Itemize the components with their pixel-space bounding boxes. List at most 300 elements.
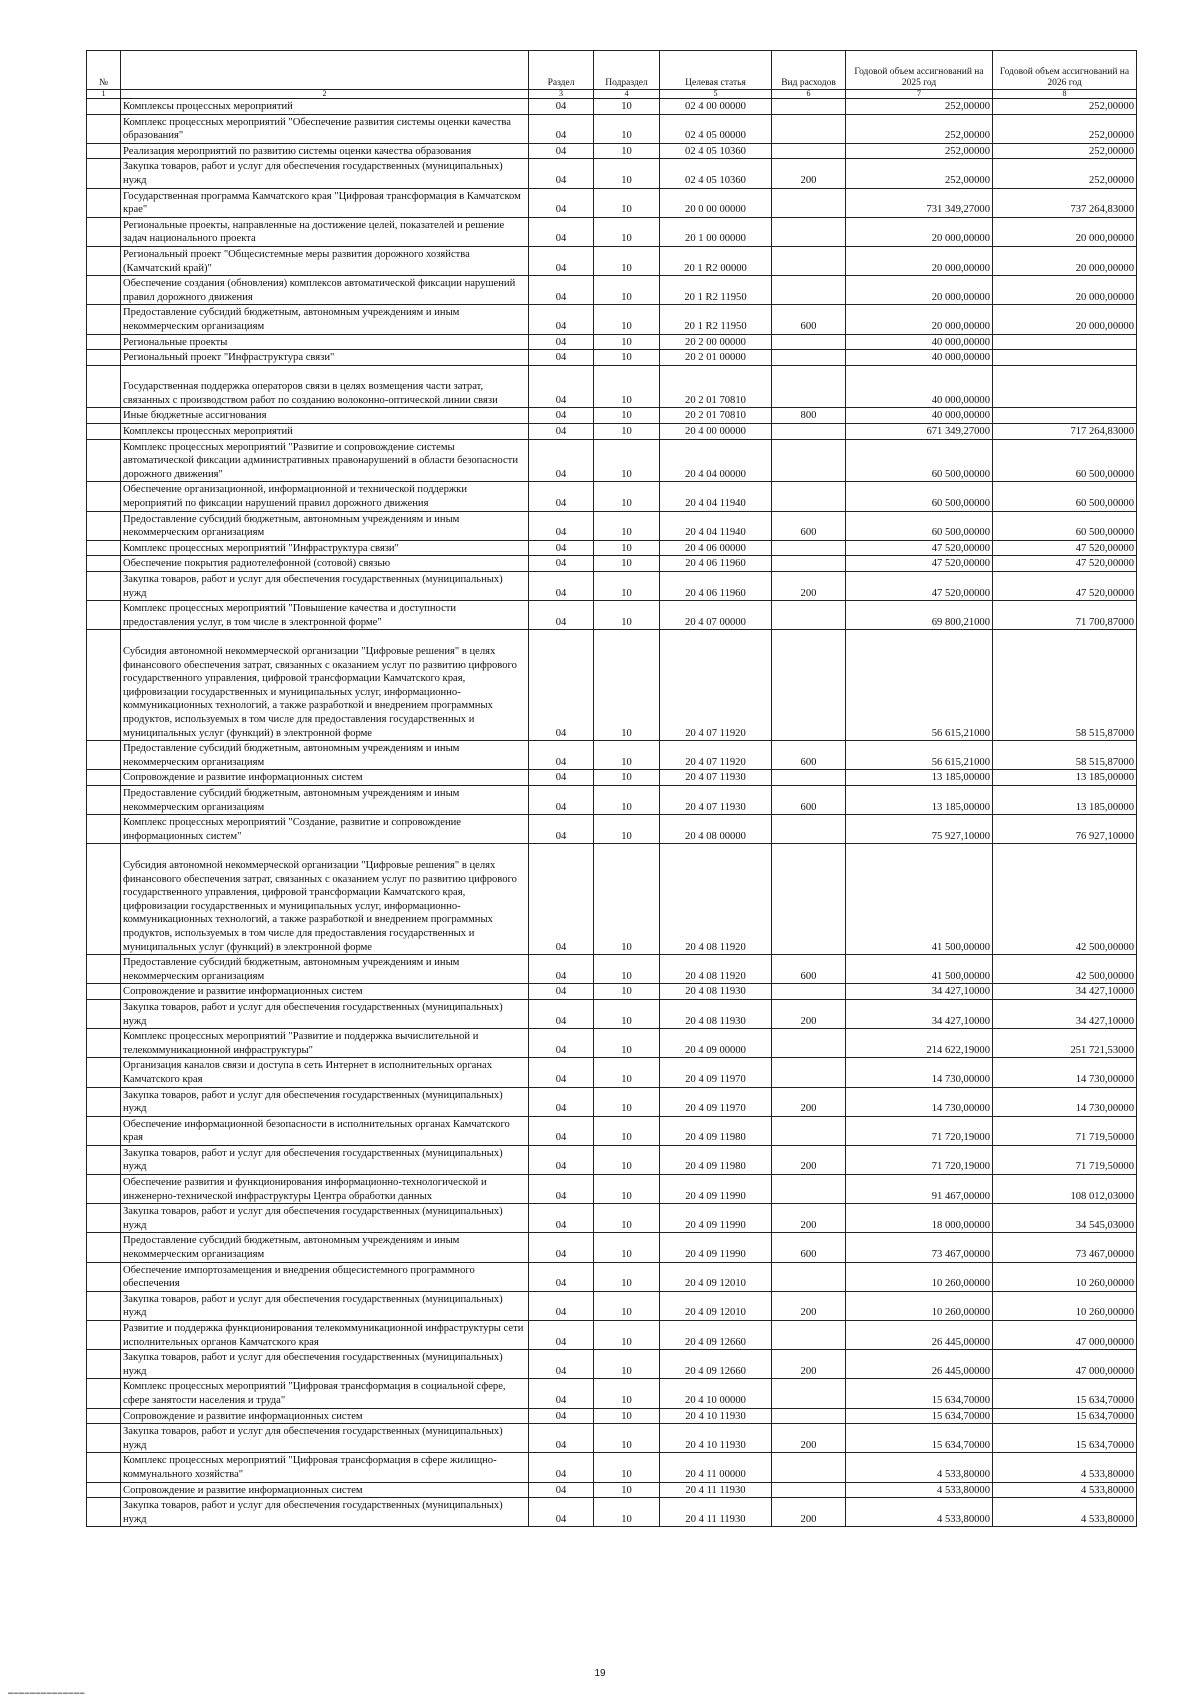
- row-celevaya-statya-cell: 02 4 05 10360: [660, 159, 772, 188]
- row-name-cell: Закупка товаров, работ и услуг для обеспечения государственных (муниципальных) нужд: [121, 1291, 529, 1320]
- row-index-cell: [87, 984, 121, 1000]
- row-amount-2026-cell: 42 500,00000: [993, 844, 1137, 955]
- table-row: [87, 1498, 1137, 1527]
- row-vid-rashodov-cell: 200: [772, 1087, 846, 1116]
- row-podrazdel-cell: 10: [594, 540, 660, 556]
- row-name-cell: Сопровождение и развитие информационных систем: [121, 1482, 529, 1498]
- row-index-cell: [87, 1087, 121, 1116]
- row-name-cell: Региональные проекты, направленные на достижение целей, показателей и решение задач национального проекта: [121, 217, 529, 246]
- row-celevaya-statya-cell: 20 4 08 11920: [660, 955, 772, 984]
- table-row: [87, 770, 1137, 786]
- row-celevaya-statya-cell: 20 4 08 11930: [660, 984, 772, 1000]
- row-amount-2025-cell: 41 500,00000: [846, 844, 993, 955]
- row-amount-2025-cell: 34 427,10000: [846, 999, 993, 1028]
- row-celevaya-statya-cell: 20 4 04 11940: [660, 482, 772, 511]
- row-amount-2026-cell: 13 185,00000: [993, 770, 1137, 786]
- row-amount-2026-cell: 71 700,87000: [993, 601, 1137, 630]
- row-vid-rashodov-cell: [772, 1321, 846, 1350]
- row-celevaya-statya-cell: 20 4 09 11980: [660, 1116, 772, 1145]
- row-razdel-cell: 04: [529, 1029, 594, 1058]
- row-amount-2025-cell: 10 260,00000: [846, 1262, 993, 1291]
- row-podrazdel-cell: 10: [594, 246, 660, 275]
- table-row: [87, 984, 1137, 1000]
- row-podrazdel-cell: 10: [594, 1145, 660, 1174]
- row-name-cell: Региональный проект "Инфраструктура связи": [121, 350, 529, 366]
- row-amount-2026-cell: 58 515,87000: [993, 741, 1137, 770]
- row-celevaya-statya-cell: 20 4 07 11920: [660, 630, 772, 741]
- row-podrazdel-cell: 10: [594, 1498, 660, 1527]
- row-index-cell: [87, 365, 121, 408]
- row-amount-2025-cell: 20 000,00000: [846, 217, 993, 246]
- row-name-cell: Закупка товаров, работ и услуг для обеспечения государственных (муниципальных) нужд: [121, 1350, 529, 1379]
- row-vid-rashodov-cell: [772, 350, 846, 366]
- header-year-2026: Годовой объем ассигнований на 2026 год: [993, 51, 1137, 90]
- row-podrazdel-cell: 10: [594, 1116, 660, 1145]
- row-amount-2026-cell: 76 927,10000: [993, 815, 1137, 844]
- row-index-cell: [87, 630, 121, 741]
- row-amount-2026-cell: [993, 334, 1137, 350]
- row-name-cell: Закупка товаров, работ и услуг для обеспечения государственных (муниципальных) нужд: [121, 1204, 529, 1233]
- row-celevaya-statya-cell: 20 4 08 11930: [660, 999, 772, 1028]
- row-celevaya-statya-cell: 20 0 00 00000: [660, 188, 772, 217]
- row-razdel-cell: 04: [529, 217, 594, 246]
- row-razdel-cell: 04: [529, 1058, 594, 1087]
- budget-sheet: [86, 50, 1136, 1527]
- row-name-cell: Развитие и поддержка функционирования телекоммуникационной инфраструктуры сети исполнительных органов Камчатского края: [121, 1321, 529, 1350]
- row-amount-2025-cell: 26 445,00000: [846, 1350, 993, 1379]
- row-razdel-cell: 04: [529, 999, 594, 1028]
- row-vid-rashodov-cell: 200: [772, 1424, 846, 1453]
- row-name-cell: Комплекс процессных мероприятий "Цифровая трансформация в социальной сфере, сфере занятости населения и труда": [121, 1379, 529, 1408]
- row-celevaya-statya-cell: 20 4 04 00000: [660, 439, 772, 482]
- row-razdel-cell: 04: [529, 1262, 594, 1291]
- row-index-cell: [87, 1424, 121, 1453]
- row-podrazdel-cell: 10: [594, 785, 660, 814]
- row-amount-2026-cell: 60 500,00000: [993, 511, 1137, 540]
- row-podrazdel-cell: 10: [594, 439, 660, 482]
- row-amount-2026-cell: 251 721,53000: [993, 1029, 1137, 1058]
- row-podrazdel-cell: 10: [594, 334, 660, 350]
- row-index-cell: [87, 1116, 121, 1145]
- row-celevaya-statya-cell: 20 4 07 11920: [660, 741, 772, 770]
- row-index-cell: [87, 350, 121, 366]
- row-name-cell: Субсидия автономной некоммерческой организации "Цифровые решения" в целях финансового обеспечения затрат, связанных с оказанием услуг по развитию цифрового государственного управления, цифровой трансформации Камчатского края, цифровизации государственных и муниципальных услуг, информационно-коммуникационных технологий, а также разработкой и внедрением программных продуктов, используемых в том числе для предоставления государственных и муниципальных услуг (функций) в электронной форме: [121, 844, 529, 955]
- row-amount-2025-cell: 252,00000: [846, 99, 993, 115]
- row-celevaya-statya-cell: 20 4 09 11990: [660, 1175, 772, 1204]
- row-podrazdel-cell: 10: [594, 99, 660, 115]
- row-celevaya-statya-cell: 20 4 09 00000: [660, 1029, 772, 1058]
- table-row: [87, 601, 1137, 630]
- row-index-cell: [87, 217, 121, 246]
- table-row: [87, 741, 1137, 770]
- row-amount-2026-cell: 4 533,80000: [993, 1453, 1137, 1482]
- row-vid-rashodov-cell: [772, 217, 846, 246]
- row-amount-2026-cell: 20 000,00000: [993, 276, 1137, 305]
- row-amount-2025-cell: 71 720,19000: [846, 1116, 993, 1145]
- row-vid-rashodov-cell: [772, 246, 846, 275]
- row-index-cell: [87, 556, 121, 572]
- row-amount-2025-cell: 10 260,00000: [846, 1291, 993, 1320]
- row-amount-2026-cell: 737 264,83000: [993, 188, 1137, 217]
- row-razdel-cell: 04: [529, 1175, 594, 1204]
- row-vid-rashodov-cell: 200: [772, 159, 846, 188]
- row-index-cell: [87, 188, 121, 217]
- row-amount-2025-cell: 252,00000: [846, 159, 993, 188]
- row-podrazdel-cell: 10: [594, 1029, 660, 1058]
- row-name-cell: Комплекс процессных мероприятий "Развитие и поддержка вычислительной и телекоммуникационной инфраструктуры": [121, 1029, 529, 1058]
- row-celevaya-statya-cell: 20 4 06 11960: [660, 556, 772, 572]
- table-row: [87, 1145, 1137, 1174]
- row-celevaya-statya-cell: 20 1 00 00000: [660, 217, 772, 246]
- row-razdel-cell: 04: [529, 785, 594, 814]
- row-vid-rashodov-cell: 200: [772, 999, 846, 1028]
- row-amount-2026-cell: 15 634,70000: [993, 1424, 1137, 1453]
- row-name-cell: Закупка товаров, работ и услуг для обеспечения государственных (муниципальных) нужд: [121, 999, 529, 1028]
- row-podrazdel-cell: 10: [594, 1058, 660, 1087]
- row-name-cell: Обеспечение информационной безопасности в исполнительных органах Камчатского края: [121, 1116, 529, 1145]
- budget-table: [86, 50, 1137, 1527]
- row-celevaya-statya-cell: 20 4 10 00000: [660, 1379, 772, 1408]
- row-amount-2025-cell: 671 349,27000: [846, 424, 993, 440]
- row-podrazdel-cell: 10: [594, 350, 660, 366]
- row-amount-2026-cell: 10 260,00000: [993, 1291, 1137, 1320]
- row-amount-2026-cell: [993, 365, 1137, 408]
- row-vid-rashodov-cell: [772, 1058, 846, 1087]
- row-amount-2025-cell: 4 533,80000: [846, 1482, 993, 1498]
- row-amount-2025-cell: 214 622,19000: [846, 1029, 993, 1058]
- row-amount-2026-cell: 252,00000: [993, 114, 1137, 143]
- row-name-cell: Предоставление субсидий бюджетным, автономным учреждениям и иным некоммерческим организациям: [121, 785, 529, 814]
- row-index-cell: [87, 143, 121, 159]
- row-name-cell: Комплексы процессных мероприятий: [121, 99, 529, 115]
- row-amount-2025-cell: 40 000,00000: [846, 408, 993, 424]
- row-name-cell: Сопровождение и развитие информационных систем: [121, 770, 529, 786]
- row-name-cell: Комплекс процессных мероприятий "Развитие и сопровождение системы автоматической фиксации административных правонарушений в области безопасности дорожного движения": [121, 439, 529, 482]
- row-vid-rashodov-cell: [772, 114, 846, 143]
- row-name-cell: Обеспечение создания (обновления) комплексов автоматической фиксации нарушений правил дорожного движения: [121, 276, 529, 305]
- row-index-cell: [87, 408, 121, 424]
- row-razdel-cell: 04: [529, 984, 594, 1000]
- row-podrazdel-cell: 10: [594, 114, 660, 143]
- row-index-cell: [87, 815, 121, 844]
- row-name-cell: Региональный проект "Общесистемные меры развития дорожного хозяйства (Камчатский край)": [121, 246, 529, 275]
- row-index-cell: [87, 1204, 121, 1233]
- table-row: [87, 217, 1137, 246]
- row-podrazdel-cell: 10: [594, 770, 660, 786]
- row-razdel-cell: 04: [529, 99, 594, 115]
- header-year-2025: Годовой объем ассигнований на 2025 год: [846, 51, 993, 90]
- row-amount-2026-cell: 252,00000: [993, 159, 1137, 188]
- row-celevaya-statya-cell: 02 4 05 00000: [660, 114, 772, 143]
- table-row: [87, 246, 1137, 275]
- row-index-cell: [87, 770, 121, 786]
- row-podrazdel-cell: 10: [594, 556, 660, 572]
- row-vid-rashodov-cell: 600: [772, 785, 846, 814]
- row-amount-2026-cell: 13 185,00000: [993, 785, 1137, 814]
- row-amount-2025-cell: 56 615,21000: [846, 741, 993, 770]
- row-vid-rashodov-cell: [772, 365, 846, 408]
- row-amount-2026-cell: 252,00000: [993, 143, 1137, 159]
- row-razdel-cell: 04: [529, 540, 594, 556]
- row-razdel-cell: 04: [529, 159, 594, 188]
- row-amount-2026-cell: 15 634,70000: [993, 1408, 1137, 1424]
- row-podrazdel-cell: 10: [594, 1453, 660, 1482]
- row-vid-rashodov-cell: 200: [772, 1145, 846, 1174]
- table-row: [87, 815, 1137, 844]
- table-row: [87, 785, 1137, 814]
- row-amount-2025-cell: 26 445,00000: [846, 1321, 993, 1350]
- row-index-cell: [87, 844, 121, 955]
- row-amount-2026-cell: 34 427,10000: [993, 999, 1137, 1028]
- row-amount-2026-cell: 4 533,80000: [993, 1498, 1137, 1527]
- row-podrazdel-cell: 10: [594, 1408, 660, 1424]
- row-amount-2025-cell: 47 520,00000: [846, 556, 993, 572]
- table-row: [87, 1262, 1137, 1291]
- row-celevaya-statya-cell: 20 4 09 12660: [660, 1321, 772, 1350]
- row-podrazdel-cell: 10: [594, 741, 660, 770]
- table-row: [87, 1482, 1137, 1498]
- row-index-cell: [87, 1498, 121, 1527]
- row-index-cell: [87, 1379, 121, 1408]
- row-podrazdel-cell: 10: [594, 424, 660, 440]
- row-vid-rashodov-cell: [772, 1379, 846, 1408]
- row-podrazdel-cell: 10: [594, 1379, 660, 1408]
- row-amount-2025-cell: 47 520,00000: [846, 540, 993, 556]
- row-celevaya-statya-cell: 20 1 R2 00000: [660, 246, 772, 275]
- row-amount-2026-cell: 47 520,00000: [993, 556, 1137, 572]
- row-amount-2026-cell: 47 520,00000: [993, 540, 1137, 556]
- row-amount-2025-cell: 20 000,00000: [846, 246, 993, 275]
- row-amount-2025-cell: 15 634,70000: [846, 1408, 993, 1424]
- row-vid-rashodov-cell: 800: [772, 408, 846, 424]
- row-amount-2025-cell: 20 000,00000: [846, 276, 993, 305]
- row-podrazdel-cell: 10: [594, 365, 660, 408]
- table-row: [87, 1116, 1137, 1145]
- row-amount-2026-cell: 42 500,00000: [993, 955, 1137, 984]
- row-name-cell: Предоставление субсидий бюджетным, автономным учреждениям и иным некоммерческим организациям: [121, 955, 529, 984]
- col-number-6: 6: [772, 90, 846, 99]
- row-razdel-cell: 04: [529, 955, 594, 984]
- row-podrazdel-cell: 10: [594, 1291, 660, 1320]
- row-celevaya-statya-cell: 20 4 11 00000: [660, 1453, 772, 1482]
- row-razdel-cell: 04: [529, 741, 594, 770]
- row-index-cell: [87, 1350, 121, 1379]
- table-body: [87, 99, 1137, 1527]
- row-vid-rashodov-cell: [772, 1029, 846, 1058]
- row-podrazdel-cell: 10: [594, 1424, 660, 1453]
- col-number-8: 8: [993, 90, 1137, 99]
- row-celevaya-statya-cell: 20 4 09 11990: [660, 1233, 772, 1262]
- row-celevaya-statya-cell: 20 4 09 12010: [660, 1291, 772, 1320]
- row-amount-2026-cell: 20 000,00000: [993, 246, 1137, 275]
- row-amount-2025-cell: 252,00000: [846, 143, 993, 159]
- row-vid-rashodov-cell: [772, 334, 846, 350]
- table-row: [87, 999, 1137, 1028]
- row-podrazdel-cell: 10: [594, 305, 660, 334]
- row-name-cell: Предоставление субсидий бюджетным, автономным учреждениям и иным некоммерческим организациям: [121, 511, 529, 540]
- table-row: [87, 1424, 1137, 1453]
- row-vid-rashodov-cell: [772, 601, 846, 630]
- row-name-cell: Закупка товаров, работ и услуг для обеспечения государственных (муниципальных) нужд: [121, 572, 529, 601]
- row-amount-2026-cell: 47 520,00000: [993, 572, 1137, 601]
- row-razdel-cell: 04: [529, 556, 594, 572]
- row-podrazdel-cell: 10: [594, 143, 660, 159]
- row-amount-2026-cell: 47 000,00000: [993, 1321, 1137, 1350]
- row-razdel-cell: 04: [529, 114, 594, 143]
- row-razdel-cell: 04: [529, 844, 594, 955]
- header-razdel: Раздел: [529, 51, 594, 90]
- row-name-cell: Комплекс процессных мероприятий "Инфраструктура связи": [121, 540, 529, 556]
- row-index-cell: [87, 99, 121, 115]
- row-amount-2025-cell: 252,00000: [846, 114, 993, 143]
- row-vid-rashodov-cell: [772, 540, 846, 556]
- row-podrazdel-cell: 10: [594, 1233, 660, 1262]
- row-amount-2025-cell: 40 000,00000: [846, 365, 993, 408]
- row-name-cell: Закупка товаров, работ и услуг для обеспечения государственных (муниципальных) нужд: [121, 1145, 529, 1174]
- row-index-cell: [87, 1145, 121, 1174]
- row-name-cell: Комплекс процессных мероприятий "Повышение качества и доступности предоставления услуг, в том числе в электронной форме": [121, 601, 529, 630]
- row-index-cell: [87, 1482, 121, 1498]
- row-index-cell: [87, 741, 121, 770]
- row-amount-2025-cell: 41 500,00000: [846, 955, 993, 984]
- row-razdel-cell: 04: [529, 1291, 594, 1320]
- row-vid-rashodov-cell: 200: [772, 1291, 846, 1320]
- row-celevaya-statya-cell: 20 4 07 11930: [660, 785, 772, 814]
- row-amount-2025-cell: 71 720,19000: [846, 1145, 993, 1174]
- table-row: [87, 159, 1137, 188]
- row-vid-rashodov-cell: 600: [772, 511, 846, 540]
- row-index-cell: [87, 482, 121, 511]
- row-amount-2025-cell: 47 520,00000: [846, 572, 993, 601]
- table-row: [87, 556, 1137, 572]
- row-vid-rashodov-cell: 200: [772, 1204, 846, 1233]
- row-index-cell: [87, 785, 121, 814]
- row-amount-2025-cell: 14 730,00000: [846, 1058, 993, 1087]
- row-razdel-cell: 04: [529, 365, 594, 408]
- row-razdel-cell: 04: [529, 1453, 594, 1482]
- row-celevaya-statya-cell: 20 4 09 12660: [660, 1350, 772, 1379]
- table-row: [87, 114, 1137, 143]
- row-amount-2026-cell: 14 730,00000: [993, 1087, 1137, 1116]
- table-row: [87, 1175, 1137, 1204]
- row-razdel-cell: 04: [529, 424, 594, 440]
- table-row: [87, 350, 1137, 366]
- row-vid-rashodov-cell: 200: [772, 572, 846, 601]
- row-amount-2026-cell: 34 427,10000: [993, 984, 1137, 1000]
- row-razdel-cell: 04: [529, 1424, 594, 1453]
- row-celevaya-statya-cell: 20 4 10 11930: [660, 1424, 772, 1453]
- row-celevaya-statya-cell: 20 4 10 11930: [660, 1408, 772, 1424]
- row-index-cell: [87, 955, 121, 984]
- row-name-cell: Комплекс процессных мероприятий "Создание, развитие и сопровождение информационных систем": [121, 815, 529, 844]
- row-index-cell: [87, 246, 121, 275]
- row-amount-2026-cell: [993, 350, 1137, 366]
- row-celevaya-statya-cell: 20 4 09 12010: [660, 1262, 772, 1291]
- row-podrazdel-cell: 10: [594, 1204, 660, 1233]
- row-celevaya-statya-cell: 20 2 00 00000: [660, 334, 772, 350]
- row-celevaya-statya-cell: 20 4 08 11920: [660, 844, 772, 955]
- row-amount-2025-cell: 60 500,00000: [846, 439, 993, 482]
- row-razdel-cell: 04: [529, 1350, 594, 1379]
- row-razdel-cell: 04: [529, 1204, 594, 1233]
- row-index-cell: [87, 1058, 121, 1087]
- row-celevaya-statya-cell: 20 4 09 11990: [660, 1204, 772, 1233]
- row-amount-2025-cell: 15 634,70000: [846, 1379, 993, 1408]
- column-number-row: [87, 90, 1137, 99]
- row-celevaya-statya-cell: 20 4 09 11970: [660, 1058, 772, 1087]
- table-row: [87, 1321, 1137, 1350]
- row-index-cell: [87, 1175, 121, 1204]
- row-amount-2026-cell: 73 467,00000: [993, 1233, 1137, 1262]
- row-amount-2025-cell: 20 000,00000: [846, 305, 993, 334]
- row-amount-2025-cell: 75 927,10000: [846, 815, 993, 844]
- row-podrazdel-cell: 10: [594, 1350, 660, 1379]
- row-index-cell: [87, 601, 121, 630]
- row-index-cell: [87, 540, 121, 556]
- row-name-cell: Государственная поддержка операторов связи в целях возмещения части затрат, связанных с производством работ по созданию волоконно-оптической линии связи: [121, 365, 529, 408]
- header-name: [121, 51, 529, 90]
- row-vid-rashodov-cell: [772, 482, 846, 511]
- row-index-cell: [87, 334, 121, 350]
- row-amount-2026-cell: 717 264,83000: [993, 424, 1137, 440]
- row-vid-rashodov-cell: 600: [772, 1233, 846, 1262]
- row-razdel-cell: 04: [529, 511, 594, 540]
- row-celevaya-statya-cell: 20 2 01 70810: [660, 408, 772, 424]
- row-index-cell: [87, 1262, 121, 1291]
- row-razdel-cell: 04: [529, 1116, 594, 1145]
- row-index-cell: [87, 999, 121, 1028]
- row-celevaya-statya-cell: 20 4 00 00000: [660, 424, 772, 440]
- row-name-cell: Закупка товаров, работ и услуг для обеспечения государственных (муниципальных) нужд: [121, 1498, 529, 1527]
- table-row: [87, 1204, 1137, 1233]
- row-podrazdel-cell: 10: [594, 511, 660, 540]
- row-razdel-cell: 04: [529, 815, 594, 844]
- row-podrazdel-cell: 10: [594, 630, 660, 741]
- table-row: [87, 1233, 1137, 1262]
- row-razdel-cell: 04: [529, 1482, 594, 1498]
- row-vid-rashodov-cell: [772, 424, 846, 440]
- row-podrazdel-cell: 10: [594, 1262, 660, 1291]
- row-name-cell: Субсидия автономной некоммерческой организации "Цифровые решения" в целях финансового обеспечения затрат, связанных с оказанием услуг по развитию цифрового государственного управления, цифровой трансформации Камчатского края, цифровизации государственных и муниципальных услуг, информационно-коммуникационных технологий, а также разработкой и внедрением программных продуктов, используемых в том числе для предоставления государственных и муниципальных услуг (функций) в электронной форме: [121, 630, 529, 741]
- row-index-cell: [87, 1408, 121, 1424]
- table-row: [87, 1291, 1137, 1320]
- row-razdel-cell: 04: [529, 350, 594, 366]
- col-number-5: 5: [660, 90, 772, 99]
- row-vid-rashodov-cell: [772, 1408, 846, 1424]
- table-row: [87, 334, 1137, 350]
- row-index-cell: [87, 114, 121, 143]
- row-amount-2026-cell: 108 012,03000: [993, 1175, 1137, 1204]
- row-amount-2026-cell: 60 500,00000: [993, 439, 1137, 482]
- table-row: [87, 408, 1137, 424]
- row-podrazdel-cell: 10: [594, 159, 660, 188]
- row-name-cell: Закупка товаров, работ и услуг для обеспечения государственных (муниципальных) нужд: [121, 1087, 529, 1116]
- row-podrazdel-cell: 10: [594, 276, 660, 305]
- row-amount-2025-cell: 14 730,00000: [846, 1087, 993, 1116]
- row-amount-2026-cell: 60 500,00000: [993, 482, 1137, 511]
- row-celevaya-statya-cell: 20 1 R2 11950: [660, 276, 772, 305]
- row-vid-rashodov-cell: [772, 815, 846, 844]
- row-razdel-cell: 04: [529, 334, 594, 350]
- row-razdel-cell: 04: [529, 770, 594, 786]
- page-number: 19: [594, 1668, 606, 1679]
- row-celevaya-statya-cell: 20 4 04 11940: [660, 511, 772, 540]
- table-row: [87, 99, 1137, 115]
- row-amount-2025-cell: 60 500,00000: [846, 482, 993, 511]
- row-razdel-cell: 04: [529, 1379, 594, 1408]
- col-number-2: 2: [121, 90, 529, 99]
- row-name-cell: Комплекс процессных мероприятий "Обеспечение развития системы оценки качества образования": [121, 114, 529, 143]
